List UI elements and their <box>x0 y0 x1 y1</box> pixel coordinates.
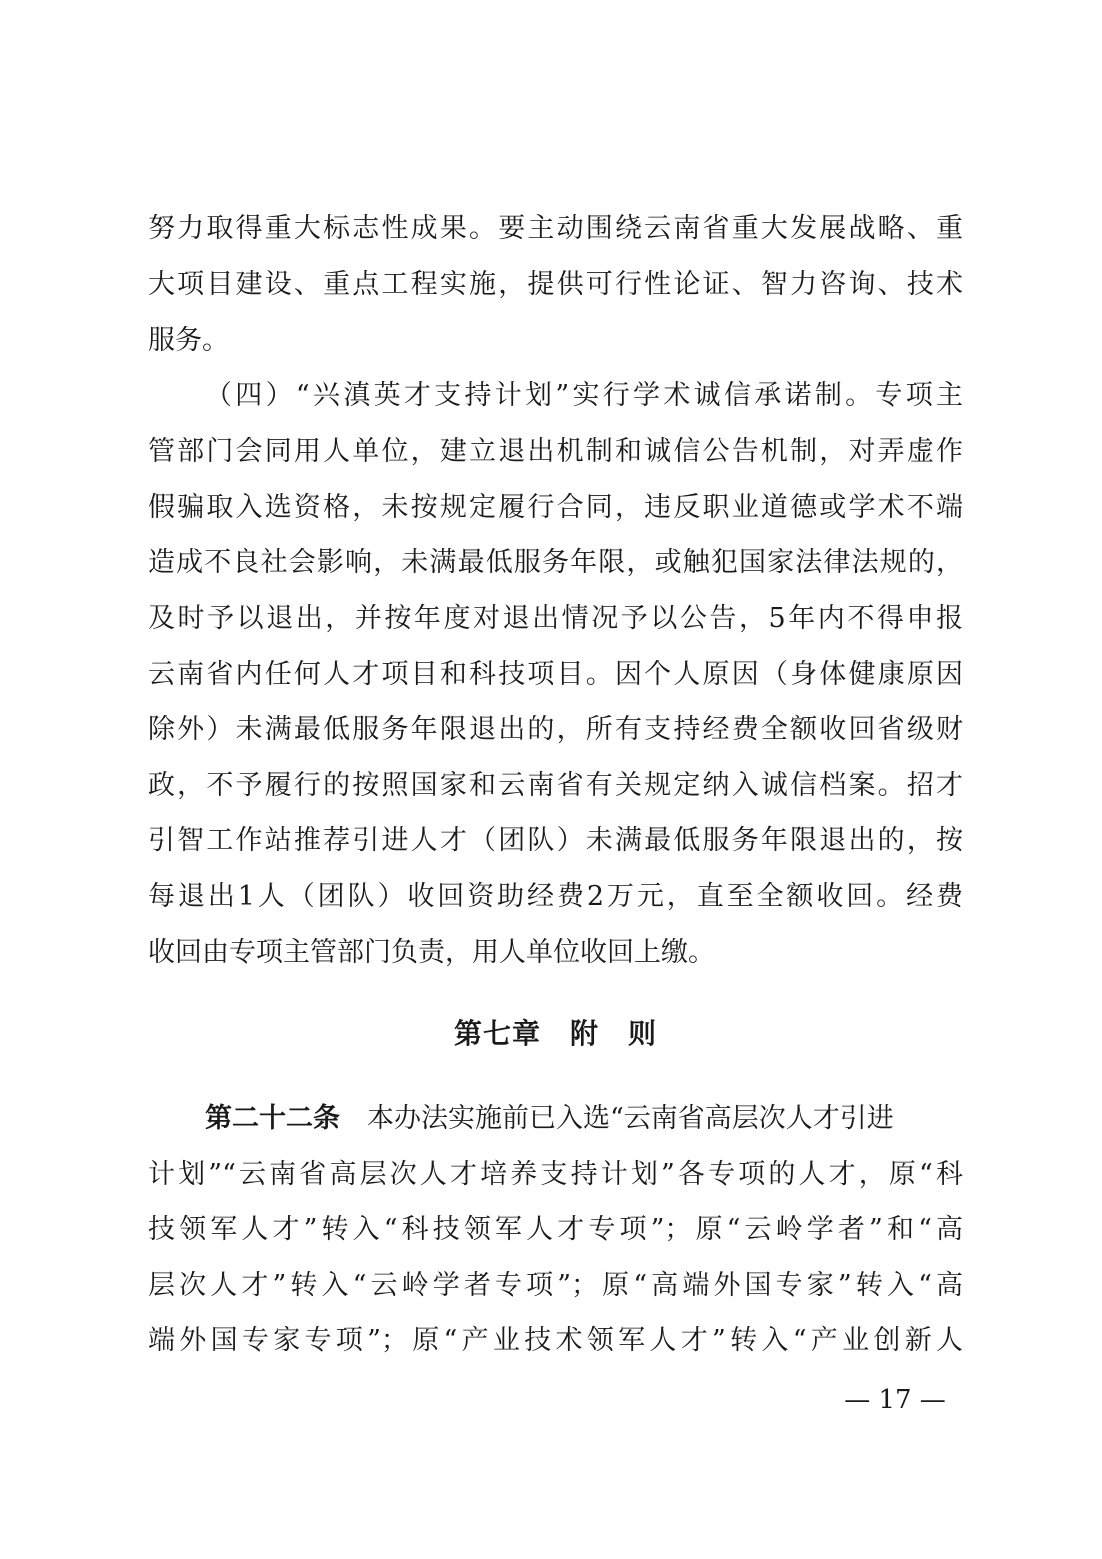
article-lead: 第二十二条 <box>205 1103 340 1134</box>
paragraph-line: 及时予以退出，并按年度对退出情况予以公告，5年内不得申报 <box>148 603 963 634</box>
paragraph-line: 层次人才”转入“云岭学者专项”；原“高端外国专家”转入“高 <box>148 1270 963 1301</box>
paragraph-line: 服务。 <box>148 325 229 356</box>
article-first-line <box>205 1101 963 1137</box>
paragraph-line: 端外国专家专项”；原“产业技术领军人才”转入“产业创新人 <box>148 1325 963 1356</box>
paragraph-line: 努力取得重大标志性成果。要主动围绕云南省重大发展战略、重 <box>148 213 963 244</box>
paragraph-line: 假骗取入选资格，未按规定履行合同，违反职业道德或学术不端 <box>148 492 963 523</box>
article-first-line-text: 本办法实施前已入选“云南省高层次人才引进 <box>340 1103 894 1134</box>
paragraph-line: 云南省内任何人才项目和科技项目。因个人原因（身体健康原因 <box>148 659 963 690</box>
paragraph-line: （四）“兴滇英才支持计划”实行学术诚信承诺制。专项主 <box>205 380 963 411</box>
paragraph-line: 引智工作站推荐引进人才（团队）未满最低服务年限退出的，按 <box>148 825 963 856</box>
paragraph-line: 管部门会同用人单位，建立退出机制和诚信公告机制，对弄虚作 <box>148 436 963 467</box>
page-number: — 17 — <box>844 1385 946 1415</box>
paragraph-line: 除外）未满最低服务年限退出的，所有支持经费全额收回省级财 <box>148 714 963 745</box>
paragraph-line: 造成不良社会影响，未满最低服务年限，或触犯国家法律法规的， <box>148 547 963 578</box>
paragraph-line: 政，不予履行的按照国家和云南省有关规定纳入诚信档案。招才 <box>148 770 963 801</box>
paragraph-line: 计划”“云南省高层次人才培养支持计划”各专项的人才，原“科 <box>148 1159 963 1190</box>
paragraph-line: 大项目建设、重点工程实施，提供可行性论证、智力咨询、技术 <box>148 269 963 300</box>
paragraph-line: 每退出1人（团队）收回资助经费2万元，直至全额收回。经费 <box>148 881 963 912</box>
paragraph-line: 收回由专项主管部门负责，用人单位收回上缴。 <box>148 937 715 968</box>
paragraph-line: 技领军人才”转入“科技领军人才专项”；原“云岭学者”和“高 <box>148 1214 963 1245</box>
chapter-heading: 第七章 附 则 <box>453 1017 657 1050</box>
